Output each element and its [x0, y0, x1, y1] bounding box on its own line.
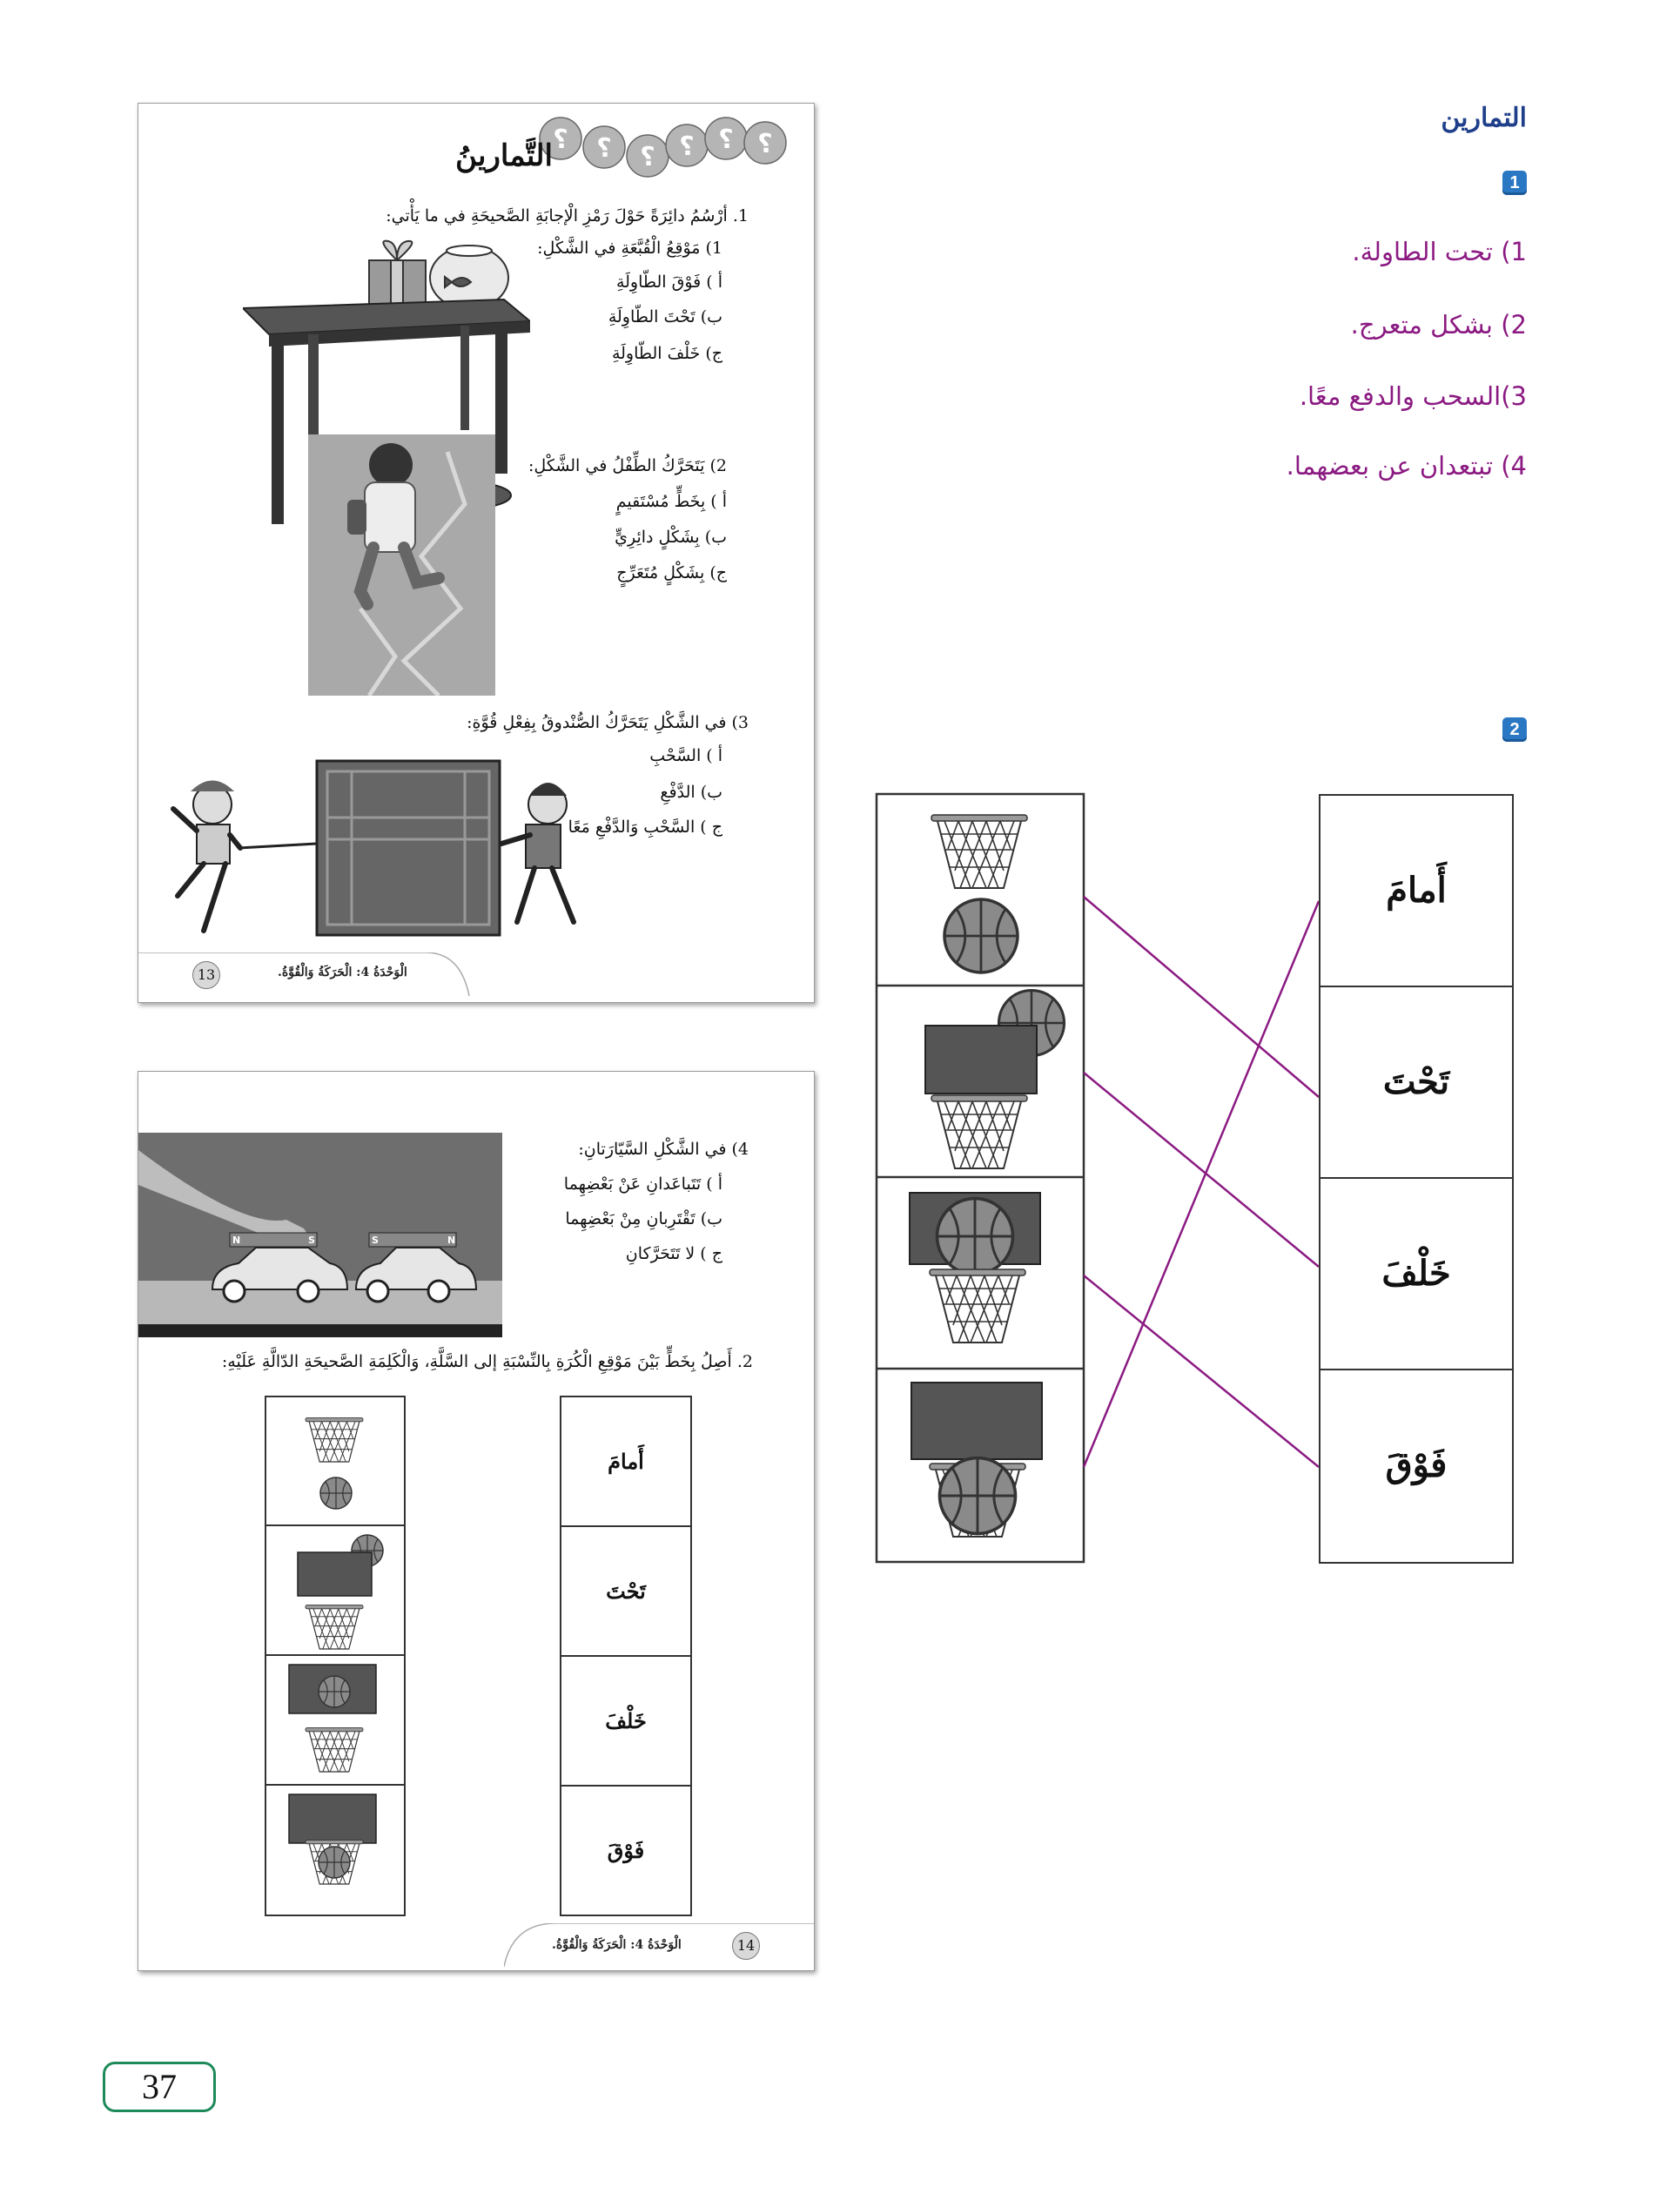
question-1-3-stem: 3) في الشَّكْلِ يَتَحَرَّكُ الصُّنْدوقُ بِفِعْلِ قُوَّةِ:	[467, 713, 749, 732]
question-1-2-stem: 2) يَتَحَرَّكُ الطِّفْلُ في الشَّكْلِ:	[528, 456, 727, 475]
answer-line-2: 2) بشكل متعرج.	[1350, 310, 1527, 340]
small-word-khalf: خَلْفَ	[561, 1657, 690, 1787]
question-1-1-option-a: أ ) فَوْقَ الطّاوِلَةِ	[615, 273, 722, 292]
answers-title: التمارين	[1441, 104, 1527, 132]
question-1-intro: 1. أرْسُمُ دائِرَةً حَوْلَ رَمْزِ الْإجابَةِ الصَّحيحَةِ في ما يَأْتي:	[386, 206, 749, 225]
magnet-label-s-left: S	[308, 1235, 315, 1246]
answer-section-2-badge: 2	[1502, 717, 1527, 742]
textbook-page-14	[138, 1071, 815, 1971]
svg-text:؟: ؟	[757, 129, 773, 159]
question-1-4-option-b: ب) تَقْتَرِبانِ مِنْ بَعْضِهِما	[565, 1209, 722, 1228]
pulling-boy	[173, 781, 240, 932]
answer-line-4: 4) تبتعدان عن بعضهما.	[1286, 451, 1527, 481]
question-bubbles-decoration	[526, 104, 796, 182]
matching-words-column	[1319, 794, 1514, 1564]
question-1-3-option-a: أ ) السَّحْبِ	[649, 746, 722, 765]
cars-magnets-illustration	[138, 1133, 502, 1337]
small-word-taht: تَحْتَ	[561, 1527, 690, 1657]
word-fawq: فَوْقَ	[1385, 1444, 1448, 1485]
question-1-3-option-b: ب) الدَّفْعِ	[660, 783, 722, 802]
question-1-3-option-c: ج ) السَّحْبِ وَالدَّفْعِ مَعًا	[568, 818, 722, 837]
small-words-column	[560, 1396, 692, 1916]
svg-text:؟: ؟	[553, 125, 568, 155]
question-1-4-stem: 4) في الشَّكْلِ السَّيّارَتانِ:	[578, 1140, 749, 1159]
small-word-amam: أَمامَ	[561, 1397, 690, 1527]
answer-section-1-badge: 1	[1502, 171, 1527, 195]
small-word-fawq: فَوْقَ	[607, 1838, 645, 1863]
answer-line-1: 1) تحت الطاولة.	[1352, 237, 1527, 266]
box-push-pull-illustration	[143, 757, 604, 948]
page-number: 37	[103, 2062, 216, 2112]
question-1-1-option-c: ج) خَلْفَ الطّاوِلَةِ	[611, 344, 722, 363]
question-1-1-stem: 1) مَوْقِعُ الْقُبَّعَةِ في الشَّكْلِ:	[537, 239, 722, 258]
gift-box	[369, 241, 426, 308]
svg-text:؟: ؟	[596, 133, 612, 164]
question-1-2-option-c: ج) بِشَكْلٍ مُتَعَرِّجٍ	[616, 563, 727, 582]
magnet-label-n-left: N	[232, 1235, 241, 1246]
page-14-footer-text: الْوَحْدَةُ 4: الْحَرَكَةُ وَالْقُوَّةُ.	[552, 1938, 682, 1952]
page-13-number: 13	[192, 961, 220, 989]
answer-line-3: 3)السحب والدفع معًا.	[1299, 381, 1527, 411]
page-14-number: 14	[732, 1932, 760, 1960]
question-1-2-option-a: أ ) بِخَطٍّ مُسْتَقيمٍ	[615, 492, 727, 511]
svg-text:؟: ؟	[640, 142, 655, 172]
child-zigzag-illustration	[308, 434, 495, 696]
magnet-label-s-right: S	[372, 1235, 379, 1246]
word-amam: أَمامَ	[1320, 796, 1512, 987]
pushing-boy	[501, 783, 574, 922]
question-2-intro: 2. أَصِلُ بِخَطٍّ بَيْنَ مَوْقِعِ الْكُرَةِ بِالنِّسْبَةِ إلى السَّلَّةِ، وَالْكَلِمَةِ الصَّحيحَةِ الدّالَّةِ عَلَيْهِ:	[221, 1352, 753, 1371]
exercises-title: التَّمارينُ	[455, 138, 553, 173]
small-basket-images-column	[265, 1396, 406, 1916]
magnet-label-n-right: N	[447, 1235, 456, 1246]
question-1-1-option-b: ب) تَحْتَ الطّاوِلَةِ	[608, 307, 722, 326]
page-13-footer-text: الْوَحْدَةُ 4: الْحَرَكَةُ وَالْقُوَّةُ.	[278, 966, 407, 979]
word-khalf: خَلْفَ	[1320, 1179, 1512, 1370]
question-1-4-option-a: أ ) تَتَباعَدانِ عَنْ بَعْضِهِما	[563, 1174, 722, 1194]
svg-text:؟: ؟	[718, 125, 734, 155]
question-1-4-option-c: ج ) لا تَتَحَرَّكانِ	[625, 1244, 722, 1263]
svg-text:؟: ؟	[679, 131, 695, 162]
question-1-2-option-b: ب) بِشَكْلٍ دائِرِيٍّ	[615, 528, 727, 547]
word-taht: تَحْتَ	[1320, 987, 1512, 1179]
textbook-page-13	[138, 103, 815, 1003]
